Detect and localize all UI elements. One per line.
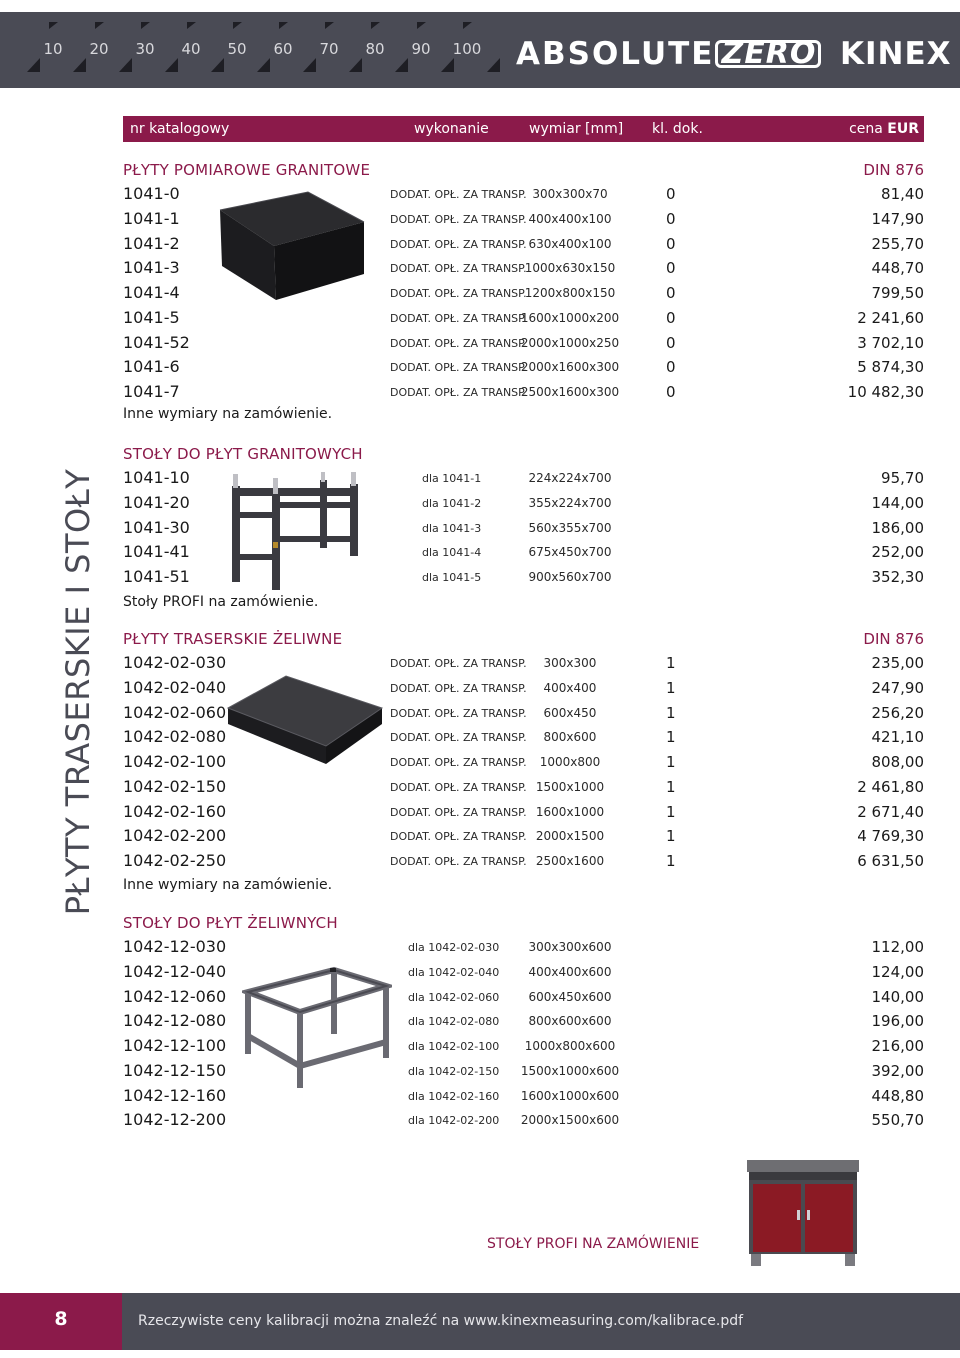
cell-dimension: 400x400x100 [528,211,612,226]
cell-code: 1041-0 [123,184,180,203]
cell-code: 1042-02-040 [123,677,227,697]
cell-price: 140,00 [871,987,924,1006]
cell-dimension: 630x400x100 [528,236,612,251]
granite-tables-title: STOŁY DO PŁYT GRANITOWYCH [123,445,363,463]
cell-execution: dla 1041-3 [422,521,482,535]
cell-class: 1 [666,827,676,846]
cell-dimension: 675x450x700 [528,545,612,560]
cell-class: 1 [666,777,676,796]
cast-tables-title: STOŁY DO PŁYT ŻELIWNYCH [123,914,338,932]
cell-price: 448,80 [871,1086,924,1105]
cell-code: 1042-12-200 [123,1110,227,1130]
cell-class: 1 [666,703,676,722]
ruler-mark-top [463,22,472,29]
cell-dimension: 1000x630x150 [524,261,616,276]
cell-execution: dla 1042-02-040 [408,965,500,979]
cell-execution: DODAT. OPŁ. ZA TRANSP. [390,386,527,399]
cell-dimension: 300x300x600 [528,940,612,954]
cell-execution: dla 1042-02-150 [408,1064,500,1078]
cell-price: 10 482,30 [847,383,924,401]
table-row [123,308,924,332]
table-row [123,382,924,406]
cast-plates-standard: DIN 876 [863,630,924,648]
cell-price: 196,00 [871,1012,924,1031]
granite-plates-title: PŁYTY POMIAROWE GRANITOWE [123,161,371,179]
cell-dimension: 300x300 [543,656,597,670]
cell-price: 255,70 [871,234,924,253]
ruler-mark-bottom [73,58,86,72]
col-price-label: cena EUR [849,121,919,137]
cell-dimension: 355x224x700 [528,495,612,510]
ruler-mark-top [233,22,242,29]
cell-execution: dla 1042-02-160 [408,1089,500,1103]
cell-code: 1042-02-030 [123,653,227,672]
ruler-mark-bottom [487,58,500,72]
table-row [123,802,924,826]
cell-code: 1041-1 [123,208,180,228]
cell-price: 421,10 [871,728,924,747]
ruler-mark-bottom [27,58,40,72]
cell-code: 1042-12-040 [123,961,227,981]
ruler-number: 90 [411,40,431,58]
cell-code: 1042-02-150 [123,776,227,796]
cell-execution: DODAT. OPŁ. ZA TRANSP. [390,657,527,670]
cast-iron-plate-image [226,672,384,778]
ruler-mark-bottom [441,58,454,72]
cell-price: 808,00 [871,753,924,771]
cell-code: 1042-12-030 [123,937,227,956]
cell-class: 1 [666,654,676,672]
cell-execution: DODAT. OPŁ. ZA TRANSP. [390,287,527,300]
cell-class: 0 [666,185,676,203]
cell-price: 95,70 [881,469,924,487]
cell-code: 1042-02-200 [123,826,227,846]
cell-class: 1 [666,728,676,747]
ruler-number: 80 [365,40,385,58]
cell-price: 2 461,80 [857,777,924,796]
cell-dimension: 224x224x700 [528,471,612,485]
col-code-label: nr katalogowy [130,121,230,137]
cell-class: 0 [666,209,676,228]
table-row [123,1110,924,1134]
ruler-mark-top [49,22,58,29]
profi-table-image [745,1158,861,1270]
column-header-bar [123,116,924,142]
cell-execution: DODAT. OPŁ. ZA TRANSP. [390,706,527,720]
brand-kinex-logo: KINEX [840,36,952,72]
cell-price: 147,90 [871,209,924,228]
ruler-mark-top [417,22,426,29]
cell-code: 1041-41 [123,542,190,562]
cell-price: 392,00 [871,1061,924,1080]
cell-execution: dla 1042-02-080 [408,1015,500,1029]
granite-plates-standard: DIN 876 [863,161,924,179]
cell-class: 0 [666,259,676,278]
cell-price: 5 874,30 [857,358,924,377]
cell-code: 1041-52 [123,332,190,352]
granite-tables-note: Stoły PROFI na zamówienie. [123,594,319,610]
cell-code: 1042-12-080 [123,1011,227,1031]
cell-class: 1 [666,753,676,771]
ruler-mark-bottom [257,58,270,72]
page-number: 8 [54,1308,68,1330]
cell-execution: DODAT. OPŁ. ZA TRANSP. [390,731,527,745]
cell-dimension: 560x355x700 [528,520,612,535]
cell-code: 1041-51 [123,567,190,586]
table-row [123,937,924,961]
cell-execution: DODAT. OPŁ. ZA TRANSP. [390,212,527,226]
cell-dimension: 2500x1600x300 [520,385,620,399]
cell-class: 0 [666,383,676,401]
ruler-number: 30 [135,40,155,58]
ruler-mark-top [187,22,196,29]
cell-class: 1 [666,678,676,697]
cell-price: 448,70 [871,259,924,278]
cell-execution: dla 1041-5 [422,571,482,584]
cell-dimension: 400x400x600 [528,964,612,979]
cell-class: 0 [666,358,676,377]
ruler-mark-top [95,22,104,29]
cell-execution: DODAT. OPŁ. ZA TRANSP. [390,361,527,375]
ruler-mark-bottom [303,58,316,72]
cell-dimension: 1000x800x600 [524,1039,616,1053]
cell-dimension: 1000x800 [539,755,601,769]
cell-class: 1 [666,802,676,821]
cell-price: 124,00 [871,962,924,981]
ruler-mark-bottom [349,58,362,72]
cell-dimension: 1200x800x150 [524,286,616,300]
table-row [123,777,924,801]
cell-dimension: 400x400 [543,680,597,695]
cell-code: 1042-02-060 [123,702,227,722]
cell-price: 144,00 [871,493,924,512]
cast-plates-title: PŁYTY TRASERSKIE ŻELIWNE [123,630,343,648]
cell-execution: dla 1041-4 [422,546,482,560]
ruler-number: 60 [273,40,293,58]
ruler-number: 70 [319,40,339,58]
cell-execution: DODAT. OPŁ. ZA TRANSP. [390,311,527,325]
cell-price: 3 702,10 [857,333,924,352]
table-row [123,333,924,357]
cell-execution: dla 1041-1 [422,472,482,485]
brand-absolute-logo: ABSOLUTE [516,36,715,72]
cell-price: 799,50 [871,284,924,302]
cell-class: 0 [666,234,676,253]
granite-table-image [228,472,374,590]
cell-code: 1042-02-080 [123,727,227,747]
cell-code: 1041-4 [123,283,180,302]
table-row [123,851,924,875]
cell-code: 1041-10 [123,468,190,487]
ruler-mark-top [279,22,288,29]
cell-dimension: 2000x1600x300 [520,360,620,375]
table-row [123,826,924,850]
cell-class: 1 [666,852,676,870]
cell-execution: DODAT. OPŁ. ZA TRANSP. [390,780,527,794]
ruler-number: 10 [43,40,63,58]
cast-plates-note: Inne wymiary na zamówienie. [123,877,333,893]
cell-dimension: 1500x1000 [535,779,605,794]
cell-execution: DODAT. OPŁ. ZA TRANSP. [390,756,527,769]
cell-code: 1041-5 [123,307,180,327]
cell-code: 1042-02-160 [123,801,227,821]
cell-execution: DODAT. OPŁ. ZA TRANSP. [390,237,527,251]
cell-execution: dla 1042-02-100 [408,1040,500,1053]
ruler-mark-bottom [211,58,224,72]
cell-execution: DODAT. OPŁ. ZA TRANSP. [390,855,527,868]
cell-execution: dla 1042-02-030 [408,941,500,954]
cell-price: 352,30 [871,568,924,586]
cell-price: 235,00 [871,654,924,672]
cell-price: 247,90 [871,678,924,697]
cell-dimension: 2000x1000x250 [520,335,620,350]
cell-code: 1041-3 [123,258,180,278]
ruler-mark-bottom [395,58,408,72]
cell-price: 550,70 [871,1111,924,1130]
cell-class: 0 [666,308,676,327]
cell-dimension: 600x450 [543,705,597,720]
side-vertical-title: PŁYTY TRASERSKIE I STOŁY [59,468,97,916]
cell-price: 252,00 [871,543,924,562]
cell-code: 1041-7 [123,382,180,401]
cell-price: 2 241,60 [857,308,924,327]
cell-price: 186,00 [871,518,924,537]
col-dimension-label: wymiar [mm] [529,121,624,137]
cell-code: 1041-20 [123,492,190,512]
cell-execution: dla 1041-2 [422,496,482,510]
cast-iron-table-image [242,962,392,1094]
cell-code: 1041-2 [123,233,180,253]
cell-dimension: 2500x1600 [535,854,605,868]
ruler-mark-bottom [165,58,178,72]
cell-execution: DODAT. OPŁ. ZA TRANSP. [390,681,527,695]
ruler-number: 40 [181,40,201,58]
cell-execution: dla 1042-02-060 [408,990,500,1004]
cell-price: 216,00 [871,1037,924,1055]
cell-code: 1042-12-060 [123,986,227,1006]
cell-price: 6 631,50 [857,852,924,870]
ruler-number: 20 [89,40,109,58]
cell-dimension: 800x600 [543,730,597,745]
ruler-number: 100 [452,40,482,58]
ruler-mark-top [141,22,150,29]
cell-execution: dla 1042-02-200 [408,1114,500,1128]
cell-execution: DODAT. OPŁ. ZA TRANSP. [390,262,527,276]
cell-class: 0 [666,333,676,352]
ruler-mark-top [371,22,380,29]
cell-code: 1041-30 [123,517,190,537]
cell-dimension: 1500x1000x600 [520,1063,620,1078]
cell-code: 1042-02-250 [123,851,227,870]
cell-dimension: 2000x1500 [535,829,605,844]
cell-price: 2 671,40 [857,802,924,821]
cell-price: 4 769,30 [857,827,924,846]
cell-code: 1042-12-160 [123,1085,227,1105]
col-class-label: kl. dok. [652,121,703,137]
cell-code: 1042-02-100 [123,752,227,771]
footer-calibration-note: Rzeczywiste ceny kalibracji można znaleźć na www.kinexmeasuring.com/kalibrace.pdf [138,1313,744,1329]
brand-zero-logo: ZERO [721,36,817,71]
cell-execution: DODAT. OPŁ. ZA TRANSP. [390,336,527,350]
header-top-strip [0,0,960,12]
cell-price: 81,40 [881,185,924,203]
cell-class: 0 [666,284,676,302]
cell-dimension: 1600x1000 [535,804,605,819]
cell-code: 1042-12-150 [123,1060,227,1080]
cell-code: 1041-6 [123,357,180,377]
granite-plate-image [212,188,372,306]
ruler-mark-top [325,22,334,29]
cell-execution: DODAT. OPŁ. ZA TRANSP. [390,805,527,819]
cell-price: 256,20 [871,703,924,722]
cell-dimension: 1600x1000x600 [520,1088,620,1103]
cell-dimension: 600x450x600 [528,989,612,1004]
ruler-number: 50 [227,40,247,58]
cell-dimension: 1600x1000x200 [520,310,620,325]
cell-execution: DODAT. OPŁ. ZA TRANSP. [390,188,527,201]
cell-execution: DODAT. OPŁ. ZA TRANSP. [390,830,527,844]
cell-price: 112,00 [871,938,924,956]
cell-dimension: 2000x1500x600 [520,1113,620,1128]
cell-code: 1042-12-100 [123,1036,227,1055]
table-row [123,357,924,381]
cell-dimension: 300x300x70 [532,187,608,201]
cell-dimension: 900x560x700 [528,570,612,584]
granite-plates-note: Inne wymiary na zamówienie. [123,406,333,422]
ruler-mark-bottom [119,58,132,72]
cell-dimension: 800x600x600 [528,1014,612,1029]
col-execution-label: wykonanie [414,121,489,137]
profi-caption: STOŁY PROFI NA ZAMÓWIENIE [487,1236,700,1252]
